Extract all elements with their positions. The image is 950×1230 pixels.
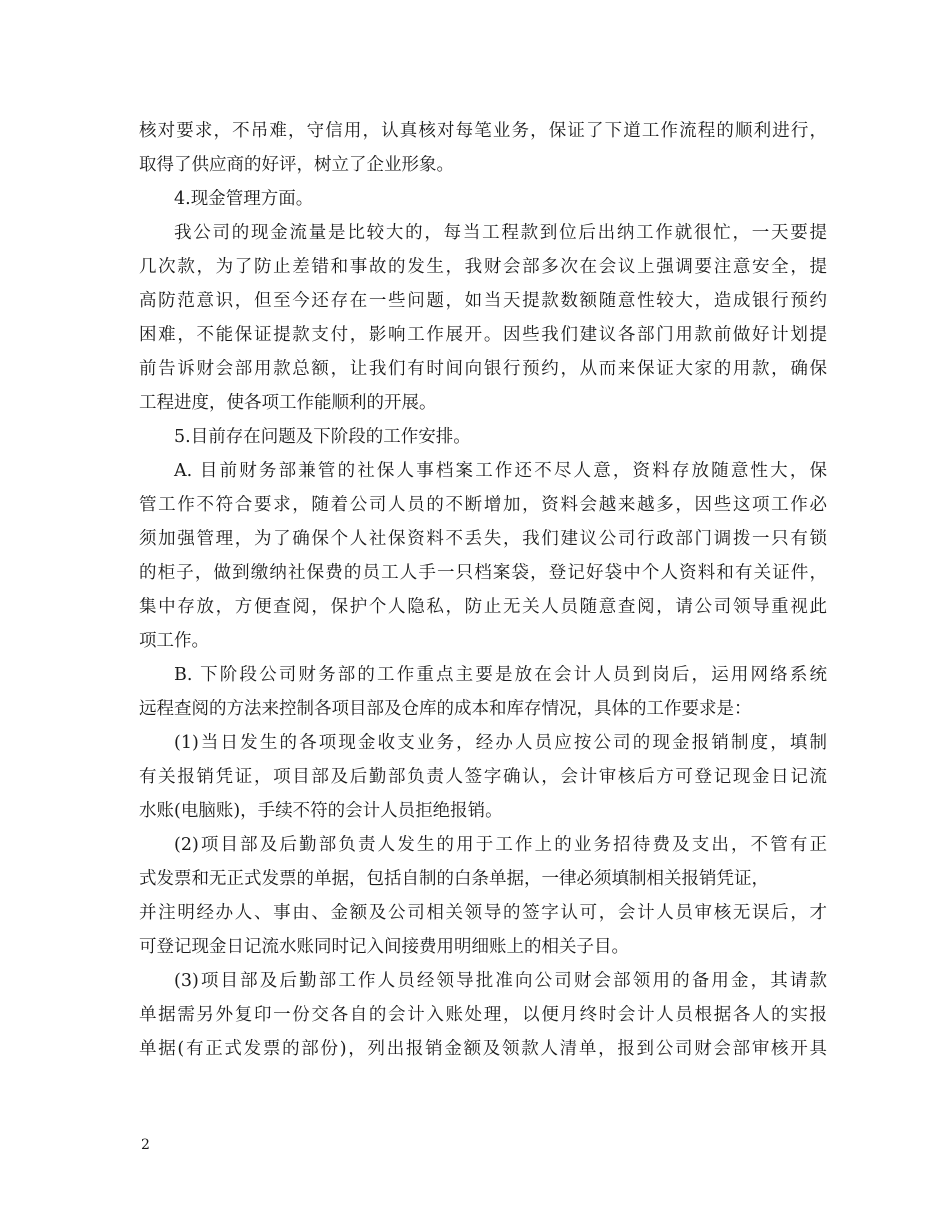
text-line: 单据需另外复印一份交各自的会计入账处理，以便月终时会计人员根据各人的实报 [139,1005,827,1025]
text-line: 5.目前存在问题及下阶段的工作安排。 [174,427,471,447]
text-line: (1)当日发生的各项现金收支业务，经办人员应按公司的现金报销制度，填制 [174,733,827,753]
text-line: 我公司的现金流量是比较大的，每当工程款到位后出纳工作就很忙，一天要提 [174,223,827,243]
text-line: 前告诉财会部用款总额，让我们有时间向银行预约，从而来保证大家的用款，确保 [139,359,827,379]
text-line: 单据(有正式发票的部份)，列出报销金额及领款人清单，报到公司财会部审核开具 [139,1039,827,1059]
text-line: 困难，不能保证提款支付，影响工作展开。因些我们建议各部门用款前做好计划提 [139,325,827,345]
text-line: 项工作。 [139,631,209,651]
body-text [139,114,827,1066]
text-line: 的柜子，做到缴纳社保费的员工人手一只档案袋，登记好袋中个人资料和有关证件， [139,563,827,583]
text-line: A. 目前财务部兼管的社保人事档案工作还不尽人意，资料存放随意性大，保 [174,461,827,481]
text-line: 工程进度，使各项工作能顺利的开展。 [139,393,437,413]
text-line: 水账(电脑账)，手续不符的会计人员拒绝报销。 [139,801,503,821]
text-line: 高防范意识，但至今还存在一些问题，如当天提款数额随意性较大，造成银行预约 [139,291,827,311]
text-line: 取得了供应商的好评，树立了企业形象。 [139,155,454,175]
text-line: 集中存放，方便查阅，保护个人隐私，防止无关人员随意查阅，请公司领导重视此 [139,597,827,617]
text-line: 式发票和无正式发票的单据，包括自制的白条单据，一律必须填制相关报销凭证， [139,869,769,889]
text-line: 核对要求，不吊难，守信用，认真核对每笔业务，保证了下道工作流程的顺利进行， [139,121,827,141]
text-line: (3)项目部及后勤部工作人员经领导批准向公司财会部领用的备用金，其请款 [174,971,827,991]
text-line: 远程查阅的方法来控制各项目部及仓库的成本和库存情况，具体的工作要求是： [139,699,752,719]
text-line: 4.现金管理方面。 [174,189,314,209]
page-number: 2 [141,1137,150,1153]
text-line: 管工作不符合要求，随着公司人员的不断增加，资料会越来越多，因些这项工作必 [139,495,827,515]
text-line: 几次款，为了防止差错和事故的发生，我财会部多次在会议上强调要注意安全，提 [139,257,827,277]
text-line: 可登记现金日记流水账同时记入间接费用明细账上的相关子目。 [139,937,629,957]
text-line: 有关报销凭证，项目部及后勤部负责人签字确认，会计审核后方可登记现金日记流 [139,767,827,787]
text-line: 须加强管理，为了确保个人社保资料不丢失，我们建议公司行政部门调拨一只有锁 [139,529,827,549]
text-line: 并注明经办人、事由、金额及公司相关领导的签字认可，会计人员审核无误后，才 [139,903,827,923]
text-line: (2)项目部及后勤部负责人发生的用于工作上的业务招待费及支出，不管有正 [174,835,827,855]
text-line: B. 下阶段公司财务部的工作重点主要是放在会计人员到岗后，运用网络系统 [174,665,827,685]
